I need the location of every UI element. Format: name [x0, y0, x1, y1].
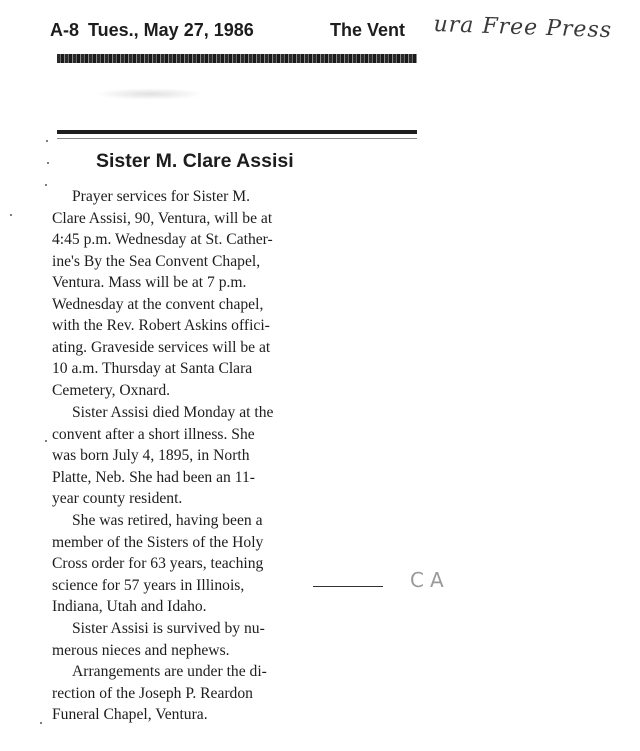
speck — [45, 440, 47, 442]
section-rule-thin — [57, 138, 417, 139]
newspaper-name-handwritten: ura Free Press — [433, 12, 613, 44]
dateline: Tues., May 27, 1986 — [88, 20, 254, 40]
page-number: A-8 — [50, 20, 80, 40]
section-rule — [57, 130, 417, 134]
paragraph-death: Sister Assisi died Monday at the convent after a short illness. She was born July 4, 1895, in North Platte, Neb. She had been an 11- year county resident. — [52, 404, 274, 507]
header-rule — [57, 54, 417, 63]
paragraph-arrangements: Arrangements are under the di- rection of the Joseph P. Reardon Funeral Chapel, Ventura. — [52, 663, 267, 723]
print-smudge — [95, 88, 205, 100]
speck — [47, 162, 49, 164]
obituary-title: Sister M. Clare Assisi — [96, 150, 294, 172]
masthead — [50, 12, 613, 48]
speck — [40, 722, 42, 724]
paragraph-survivors: Sister Assisi is survived by nu- merous nieces and nephews. — [52, 620, 265, 659]
paragraph-career: She was retired, having been a member of the Sisters of the Holy Cross order for 63 years, teaching science for 57 years in Illinois, Indiana, Utah and Idaho. — [52, 512, 264, 615]
strikethrough-mark — [313, 586, 383, 587]
newspaper-name-printed: The Vent — [330, 20, 406, 40]
speck — [10, 214, 12, 216]
handwritten-initials: CA — [410, 568, 450, 592]
speck — [46, 140, 48, 142]
speck — [45, 184, 47, 186]
paragraph-services: Prayer services for Sister M. Clare Assisi, 90, Ventura, will be at 4:45 p.m. Wednesday at St. Cather- ine's By the Sea Convent Chapel, Ventura. Mass will be at 7 p.m. Wednesday at the convent chapel, with the Rev. Robert Askins offici- ating. Graveside services will be at 10 a.m. Thursday at Santa Clara Cemetery, Oxnard. — [52, 188, 273, 399]
